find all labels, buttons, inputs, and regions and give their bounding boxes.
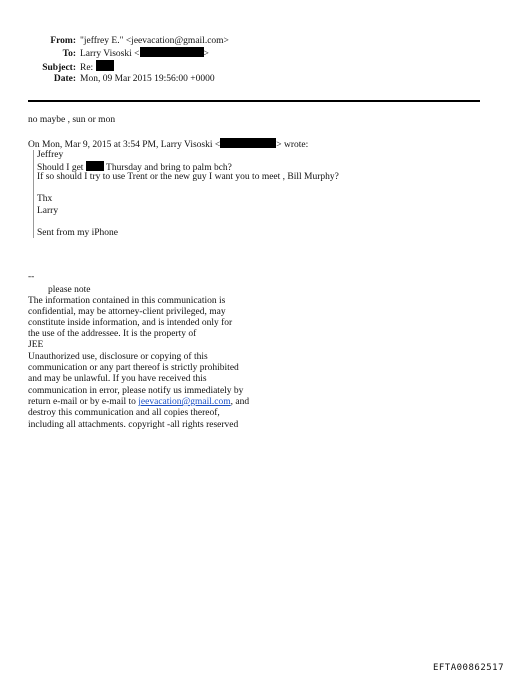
disclaimer-line: The information contained in this communication is [28,296,226,306]
to-value-pre: Larry Visoski < [80,49,140,59]
subject-label: Subject: [42,63,76,73]
date-value: Mon, 09 Mar 2015 19:56:00 +0000 [80,74,215,84]
redaction-box [96,60,114,71]
quoted-line1-pre: Should I get [37,163,84,173]
disclaimer-email-line [28,397,249,409]
to-row [0,47,209,60]
header-divider [28,100,480,102]
disclaimer-line: and may be unlawful. If you have received this [28,374,207,384]
redaction-box [86,161,104,171]
email-line-post: , and [230,397,250,407]
from-value: "jeffrey E." <jeevacation@gmail.com> [80,36,229,46]
quote-intro-post: > wrote: [276,140,309,150]
from-row [0,35,229,47]
quoted-greeting: Jeffrey [37,150,64,160]
disclaimer-line: confidential, may be attorney-client privileged, may [28,307,226,317]
date-label: Date: [53,74,76,84]
quote-intro [28,138,308,152]
to-label: To: [62,49,76,59]
date-row [0,73,215,85]
disclaimer-line: the use of the addressee. It is the property of [28,329,197,339]
disclaimer-line: JEE [28,340,44,350]
redaction-box [220,138,276,148]
disclaimer-line: including all attachments. copyright -all rights reserved [28,420,239,430]
quoted-thanks: Thx [37,194,53,204]
redaction-box [140,47,204,57]
disclaimer-line: communication or any part thereof is strictly prohibited [28,363,239,373]
quoted-sent-from: Sent from my iPhone [37,228,119,238]
quote-intro-pre: On Mon, Mar 9, 2015 at 3:54 PM, Larry Visoski < [28,140,221,150]
disclaimer-line: constitute inside information, and is intended only for [28,318,233,328]
signature-dash: -- [28,272,35,282]
quoted-line1-post: Thursday and bring to palm bch? [106,163,232,173]
disclaimer-line: communication in error, please notify us immediately by [28,386,244,396]
please-note: please note [48,285,91,295]
subject-row [0,60,114,74]
disclaimer-line: destroy this communication and all copies thereof, [28,408,220,418]
quoted-line2: If so should I try to use Trent or the new guy I want you to meet , Bill Murphy? [37,172,339,182]
quote-bar [33,150,34,238]
disclaimer-line: Unauthorized use, disclosure or copying of this [28,352,208,362]
subject-value: Re: [80,63,94,73]
from-label: From: [50,36,76,46]
document-id: EFTA00862517 [432,663,504,673]
reply-text: no maybe , sun or mon [28,115,116,125]
email-link[interactable]: jeevacation@gmail.com [138,397,231,407]
to-value-post: > [203,49,209,59]
quoted-signoff: Larry [37,206,59,216]
email-line-pre: return e-mail or by e-mail to [28,397,139,407]
